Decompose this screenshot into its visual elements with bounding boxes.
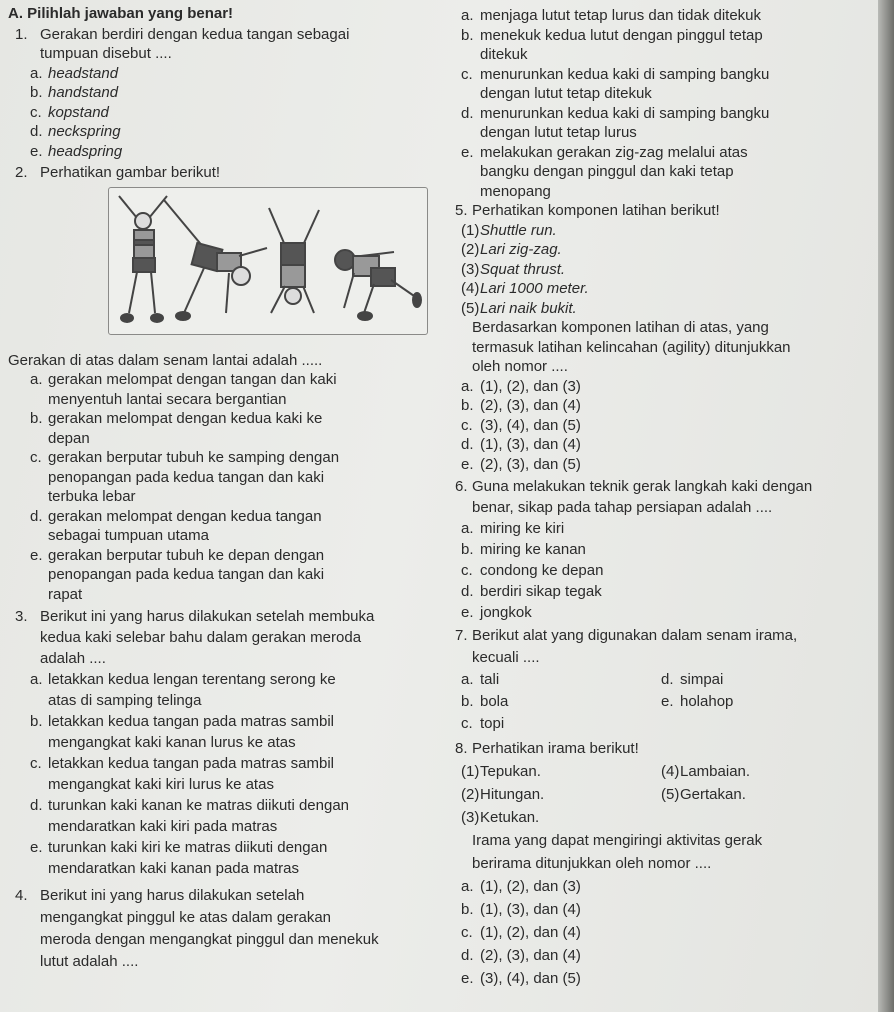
option-letter: d. xyxy=(30,797,43,814)
option-text: d. gerakan melompat dengan kedua tangan xyxy=(30,507,322,525)
question-number: 8. xyxy=(455,740,468,757)
answer-option[interactable] xyxy=(452,713,652,735)
question-8 xyxy=(452,737,877,990)
question-stem-line: adalah .... xyxy=(40,650,106,667)
option-text: c. menurunkan kedua kaki di samping bangku xyxy=(461,65,770,83)
option-letter: b. xyxy=(461,693,474,710)
answer-option[interactable] xyxy=(452,435,877,455)
answer-option[interactable] xyxy=(0,837,445,879)
option-text: (5) Gertakan. xyxy=(652,783,852,806)
answer-option[interactable] xyxy=(0,711,445,753)
option-text: (1) Shuttle run. xyxy=(461,221,557,239)
option-text: bangku dengan pinggul dan kaki tetap xyxy=(480,163,734,180)
option-text: penopangan pada kedua tangan dan kaki xyxy=(48,468,325,486)
option-letter: e. xyxy=(461,970,474,987)
option-text: (1) Tepukan. xyxy=(452,760,652,783)
option-text: d. (2), (3), dan (4) xyxy=(452,944,877,967)
option-text: c. kopstand xyxy=(30,103,109,121)
option-letter: c. xyxy=(30,755,42,772)
option-text: b. miring ke kanan xyxy=(461,541,586,558)
question-stem-line: 8. Perhatikan irama berikut! xyxy=(452,737,877,760)
option-text: c. letakkan kedua tangan pada matras sambil xyxy=(30,755,335,772)
answer-option[interactable] xyxy=(0,122,445,142)
option-letter: d. xyxy=(661,671,674,688)
answer-option[interactable] xyxy=(0,795,445,837)
answer-option[interactable] xyxy=(452,396,877,416)
option-text: c. (3), (4), dan (5) xyxy=(461,416,581,434)
exercise-item[interactable] xyxy=(452,299,877,319)
option-letter: d. xyxy=(30,123,43,140)
option-text: e. (3), (4), dan (5) xyxy=(452,967,877,990)
question-stem-line: 7. Berikut alat yang digunakan dalam senam irama, xyxy=(452,625,877,647)
option-letter: e. xyxy=(30,546,43,564)
option-letter: a. xyxy=(30,64,43,82)
gymnastics-cartwheel-figure xyxy=(108,187,428,335)
rhythm-items-grid xyxy=(452,760,877,829)
option-letter: (1) xyxy=(461,763,480,780)
option-text: a. tali xyxy=(452,669,652,691)
question-stem-line: 5. Perhatikan komponen latihan berikut! xyxy=(455,202,720,219)
option-letter: c. xyxy=(461,562,473,579)
answer-option[interactable] xyxy=(652,691,852,713)
section-title: A. Pilihlah jawaban yang benar! xyxy=(8,5,234,22)
answer-option[interactable] xyxy=(452,875,877,898)
answer-option[interactable] xyxy=(452,967,877,990)
option-text: b. letakkan kedua tangan pada matras sambil xyxy=(30,713,335,730)
option-letter: b. xyxy=(461,397,474,414)
option-letter: a. xyxy=(461,878,474,895)
rhythm-item[interactable] xyxy=(652,760,852,783)
option-text: (5) Lari naik bukit. xyxy=(461,299,577,317)
option-text: (3) Squat thrust. xyxy=(461,260,566,278)
answer-option[interactable] xyxy=(452,944,877,967)
option-text: e. turunkan kaki kiri ke matras diikuti dengan xyxy=(30,839,328,856)
answer-option[interactable] xyxy=(452,6,877,26)
option-text: e. gerakan berputar tubuh ke depan dengan xyxy=(30,546,325,564)
rhythm-item[interactable] xyxy=(452,783,652,806)
options-grid xyxy=(452,669,877,735)
question-stem-line: Irama yang dapat mengiringi aktivitas gerak xyxy=(472,832,763,849)
question-4 xyxy=(0,885,445,973)
option-letter: b. xyxy=(30,410,43,427)
question-stem-line: mengangkat pinggul ke atas dalam gerakan xyxy=(40,909,332,926)
question-number: 5. xyxy=(455,202,468,219)
option-letter: a. xyxy=(461,7,474,24)
option-text: mengangkat kaki kiri lurus ke atas xyxy=(48,776,274,793)
question-stem-line: lutut adalah .... xyxy=(40,953,139,970)
option-text: c. gerakan berputar tubuh ke samping dengan xyxy=(30,449,340,466)
option-letter: (5) xyxy=(461,299,480,317)
option-text: e. melakukan gerakan zig-zag melalui atas xyxy=(461,143,748,161)
question-stem-line: benar, sikap pada tahap persiapan adalah .... xyxy=(472,499,773,516)
option-text: mengangkat kaki kanan lurus ke atas xyxy=(48,734,296,751)
option-letter: b. xyxy=(30,713,43,730)
option-text: d. neckspring xyxy=(30,123,121,140)
question-number: 1. xyxy=(15,25,28,43)
answer-option[interactable] xyxy=(0,546,445,605)
answer-option[interactable] xyxy=(452,581,877,602)
figure-landing xyxy=(335,250,421,320)
option-text: a. (1), (2), dan (3) xyxy=(452,875,877,898)
option-letter: (3) xyxy=(461,260,480,278)
option-letter: a. xyxy=(461,671,474,688)
option-text: d. berdiri sikap tegak xyxy=(461,583,602,600)
exercise-item[interactable] xyxy=(452,260,877,280)
answer-option[interactable] xyxy=(452,898,877,921)
rhythm-item[interactable] xyxy=(652,783,852,806)
question-stem-line: berirama ditunjukkan oleh nomor .... xyxy=(472,855,712,872)
option-letter: b. xyxy=(461,901,474,918)
option-letter: (2) xyxy=(461,241,480,258)
answer-option[interactable] xyxy=(452,560,877,581)
answer-option[interactable] xyxy=(452,377,877,397)
exercise-item[interactable] xyxy=(452,279,877,299)
answer-option[interactable] xyxy=(452,921,877,944)
option-text: a. (1), (2), dan (3) xyxy=(461,377,581,395)
rhythm-item[interactable] xyxy=(452,806,652,829)
option-text: a. miring ke kiri xyxy=(461,520,565,537)
page-fold-shadow xyxy=(878,0,894,1012)
option-letter: c. xyxy=(461,416,473,434)
option-text: menyentuh lantai secara bergantian xyxy=(48,390,287,408)
option-text: b. (2), (3), dan (4) xyxy=(461,397,581,414)
option-text: depan xyxy=(48,429,90,447)
option-text: atas di samping telinga xyxy=(48,692,202,709)
option-letter: b. xyxy=(30,84,43,101)
option-text: b. handstand xyxy=(30,84,119,101)
option-letter: e. xyxy=(30,839,43,856)
option-text: d. (1), (3), dan (4) xyxy=(461,436,581,453)
answer-option[interactable] xyxy=(0,64,445,84)
answer-option[interactable] xyxy=(0,507,445,546)
option-letter: d. xyxy=(30,507,43,525)
option-letter: b. xyxy=(461,541,474,558)
answer-option[interactable] xyxy=(0,409,445,448)
option-letter: e. xyxy=(461,604,474,621)
right-column xyxy=(452,6,877,990)
option-text: (4) Lambaian. xyxy=(652,760,852,783)
option-text: b. (1), (3), dan (4) xyxy=(452,898,877,921)
option-text: a. letakkan kedua lengan terentang serong ke xyxy=(30,671,336,688)
option-letter: b. xyxy=(461,26,474,44)
answer-option[interactable] xyxy=(0,669,445,711)
option-letter: a. xyxy=(30,671,43,688)
answer-option[interactable] xyxy=(0,370,445,409)
question-stem-line: kecuali .... xyxy=(472,649,540,666)
option-text: a. headstand xyxy=(30,64,119,82)
exercise-item[interactable] xyxy=(452,240,877,260)
option-text: d. menurunkan kedua kaki di samping bangku xyxy=(461,104,770,122)
answer-option[interactable] xyxy=(452,602,877,623)
answer-option[interactable] xyxy=(452,691,652,713)
option-letter: a. xyxy=(461,520,474,537)
answer-option[interactable] xyxy=(452,518,877,539)
option-text: menopang xyxy=(480,182,551,200)
question-6 xyxy=(452,476,877,623)
option-letter: a. xyxy=(461,377,474,395)
question-number: 4. xyxy=(15,887,28,904)
question-7 xyxy=(452,625,877,735)
option-letter: (3) xyxy=(461,809,480,826)
option-letter: d. xyxy=(461,947,474,964)
option-text: (3) Ketukan. xyxy=(452,806,652,829)
answer-option[interactable] xyxy=(452,104,877,143)
question-stem-line: kedua kaki selebar bahu dalam gerakan meroda xyxy=(40,629,362,646)
option-text: d. turunkan kaki kanan ke matras diikuti dengan xyxy=(30,797,350,814)
option-text: rapat xyxy=(48,585,83,603)
option-letter: a. xyxy=(30,371,43,388)
option-text: mendaratkan kaki kiri pada matras xyxy=(48,818,278,835)
question-number: 7. xyxy=(455,627,468,644)
option-text: c. condong ke depan xyxy=(461,562,604,579)
option-text: e. (2), (3), dan (5) xyxy=(461,455,581,473)
option-letter: (4) xyxy=(461,280,480,297)
exercise-item[interactable] xyxy=(452,221,877,241)
question-number: 6. xyxy=(455,478,468,495)
option-text: penopangan pada kedua tangan dan kaki xyxy=(48,566,325,583)
question-stem-line: tumpuan disebut .... xyxy=(40,45,172,62)
question-stem-line: Gerakan di atas dalam senam lantai adalah ..... xyxy=(8,351,323,369)
option-text: e. holahop xyxy=(652,691,852,713)
figure-side-lean xyxy=(164,200,267,320)
option-text: dengan lutut tetap ditekuk xyxy=(480,85,652,102)
option-text: d. simpai xyxy=(652,669,852,691)
option-text: e. jongkok xyxy=(461,604,532,621)
question-stem-line: oleh nomor .... xyxy=(472,358,568,375)
answer-option[interactable] xyxy=(452,26,877,65)
option-letter: c. xyxy=(30,449,42,466)
option-letter: c. xyxy=(461,924,473,941)
option-text: ditekuk xyxy=(480,46,528,63)
option-text: a. gerakan melompat dengan tangan dan kaki xyxy=(30,371,337,388)
question-stem-line: meroda dengan mengangkat pinggul dan menekuk xyxy=(40,931,379,948)
option-text: c. (1), (2), dan (4) xyxy=(452,921,877,944)
left-column xyxy=(0,4,445,973)
answer-option[interactable] xyxy=(0,103,445,123)
cartwheel-illustration xyxy=(109,188,427,334)
answer-option[interactable] xyxy=(0,83,445,103)
answer-option[interactable] xyxy=(452,65,877,104)
question-number: 3. xyxy=(15,608,28,625)
question-stem-line: termasuk latihan kelincahan (agility) ditunjukkan xyxy=(472,338,791,356)
figure-handstand xyxy=(269,208,319,313)
question-stem-line: 1. Gerakan berdiri dengan kedua tangan sebagai xyxy=(15,25,350,43)
question-stem-line: 6. Guna melakukan teknik gerak langkah kaki dengan xyxy=(455,478,813,495)
question-stem-line: 2. Perhatikan gambar berikut! xyxy=(15,164,221,181)
answer-option[interactable] xyxy=(0,142,445,162)
option-letter: (4) xyxy=(661,763,680,780)
option-text: (2) Hitungan. xyxy=(452,783,652,806)
question-stem-line: Berdasarkan komponen latihan di atas, yang xyxy=(472,319,769,336)
option-text: a. menjaga lutut tetap lurus dan tidak ditekuk xyxy=(461,7,762,24)
rhythm-item[interactable] xyxy=(452,760,652,783)
option-letter: c. xyxy=(30,103,42,121)
option-text: b. gerakan melompat dengan kedua kaki ke xyxy=(30,410,323,427)
answer-option[interactable] xyxy=(0,448,445,507)
option-text: sebagai tumpuan utama xyxy=(48,527,209,544)
option-text: terbuka lebar xyxy=(48,488,136,505)
option-letter: (1) xyxy=(461,221,480,239)
option-letter: (5) xyxy=(661,786,680,803)
option-text: (2) Lari zig-zag. xyxy=(461,241,562,258)
option-text: mendaratkan kaki kanan pada matras xyxy=(48,860,299,877)
option-letter: (2) xyxy=(461,786,480,803)
option-letter: c. xyxy=(461,715,473,732)
option-letter: e. xyxy=(30,142,43,160)
option-letter: c. xyxy=(461,65,473,83)
option-letter: d. xyxy=(461,104,474,122)
answer-option[interactable] xyxy=(652,669,852,691)
option-letter: d. xyxy=(461,583,474,600)
option-text: b. bola xyxy=(452,691,652,713)
option-letter: e. xyxy=(461,455,474,473)
option-text: e. headspring xyxy=(30,142,123,160)
answer-option[interactable] xyxy=(452,455,877,475)
answer-option[interactable] xyxy=(452,539,877,560)
answer-option[interactable] xyxy=(0,753,445,795)
answer-option[interactable] xyxy=(452,669,652,691)
option-letter: e. xyxy=(461,143,474,161)
option-letter: d. xyxy=(461,436,474,453)
answer-option[interactable] xyxy=(452,143,877,202)
answer-option[interactable] xyxy=(452,416,877,436)
option-text: b. menekuk kedua lutut dengan pinggul tetap xyxy=(461,26,763,44)
question-stem-line: 3. Berikut ini yang harus dilakukan setelah membuka xyxy=(15,608,375,625)
option-letter: e. xyxy=(661,693,674,710)
figure-standing xyxy=(119,196,167,322)
option-text: (4) Lari 1000 meter. xyxy=(461,280,589,297)
question-number: 2. xyxy=(15,164,28,181)
question-3 xyxy=(0,606,445,879)
option-text: dengan lutut tetap lurus xyxy=(480,124,637,141)
option-text: c. topi xyxy=(452,713,652,735)
question-stem-line: 4. Berikut ini yang harus dilakukan setelah xyxy=(0,885,445,907)
